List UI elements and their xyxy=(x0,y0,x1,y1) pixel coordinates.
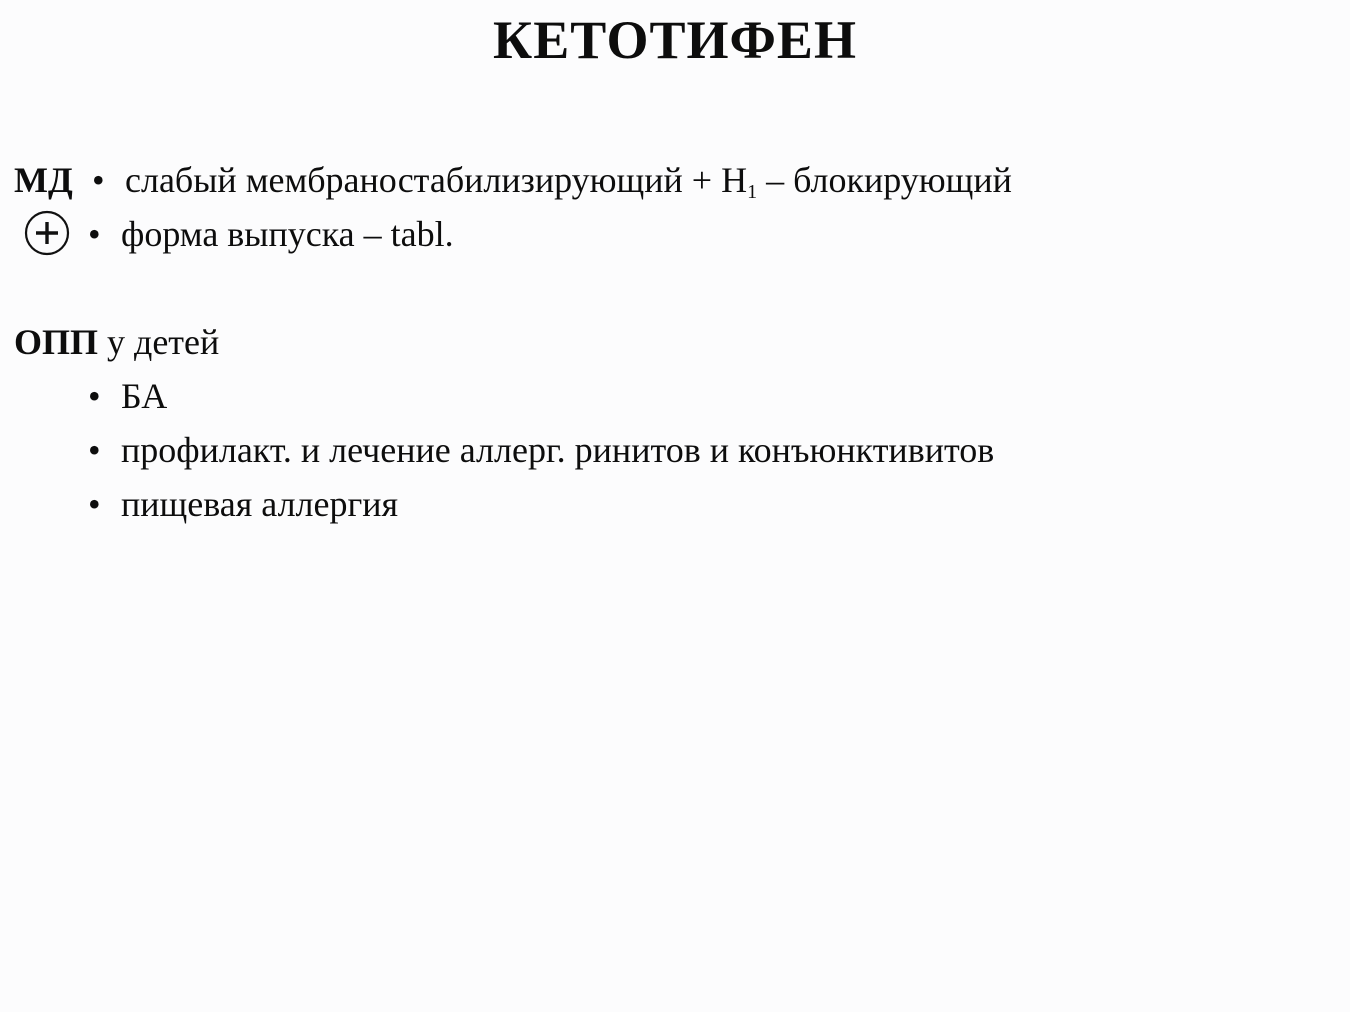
md-subscript: 1 xyxy=(747,181,758,203)
opp-item: БА xyxy=(121,376,168,416)
opp-item-bullet: • xyxy=(88,376,101,416)
md-text-tail: – блокирующий xyxy=(757,160,1012,200)
opp-label: ОПП xyxy=(14,322,99,362)
opp-item-bullet: • xyxy=(88,430,101,470)
md-description xyxy=(125,160,1012,203)
opp-heading xyxy=(14,322,219,362)
opp-item-bullet: • xyxy=(88,484,101,524)
md-label xyxy=(14,160,73,200)
plus-circle-icon xyxy=(24,210,70,256)
form-text: форма выпуска – tabl. xyxy=(121,214,454,254)
slide-title: КЕТОТИФЕН xyxy=(493,10,857,70)
md-bullet: • xyxy=(92,160,105,200)
md-text-main: слабый мембраностабилизирующий + Н xyxy=(125,160,748,200)
opp-item: пищевая аллергия xyxy=(121,484,399,524)
md-label-text: МД xyxy=(14,160,73,200)
opp-item: профилакт. и лечение аллерг. ринитов и конъюнктивитов xyxy=(121,430,995,470)
form-bullet: • xyxy=(88,214,101,254)
opp-label-suffix: у детей xyxy=(98,322,220,362)
